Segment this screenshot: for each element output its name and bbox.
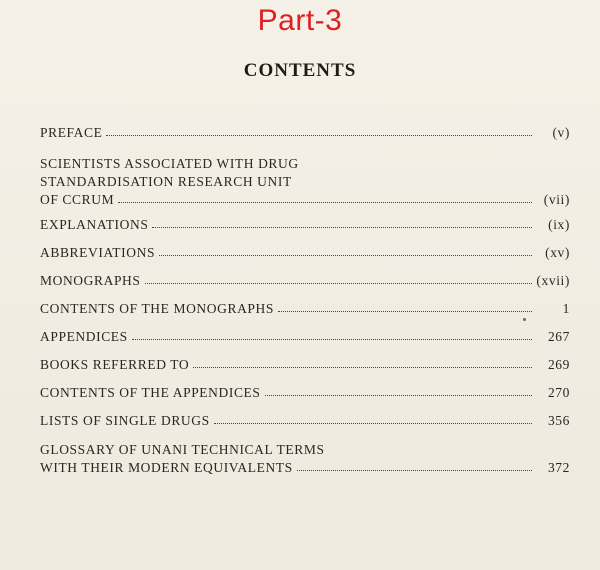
toc-page-number: 1 <box>562 301 570 316</box>
toc-entry-title: LISTS OF SINGLE DRUGS <box>40 413 210 428</box>
toc-page-number: (vii) <box>543 192 570 207</box>
dot-leader <box>118 191 532 203</box>
toc-entry-title-line: OF CCRUM <box>40 192 115 207</box>
dot-leader <box>152 216 532 228</box>
toc-page-number: (v) <box>552 125 570 140</box>
toc-entry-title-line: GLOSSARY OF UNANI TECHNICAL TERMS <box>40 442 325 457</box>
toc-entry-title: EXPLANATIONS <box>40 217 149 232</box>
toc-entry-title: BOOKS REFERRED TO <box>40 357 190 372</box>
dot-leader <box>297 459 532 471</box>
print-speck <box>523 318 526 321</box>
part-label: Part-3 <box>257 4 343 37</box>
toc-entry-books-referred <box>40 356 570 374</box>
dot-leader <box>159 244 532 256</box>
toc-entry-title-line: SCIENTISTS ASSOCIATED WITH DRUG <box>40 156 299 171</box>
toc-page-number: 270 <box>547 385 570 400</box>
toc-entry-title: CONTENTS OF THE MONOGRAPHS <box>40 301 274 316</box>
toc-entry-title: CONTENTS OF THE APPENDICES <box>40 385 261 400</box>
toc-page-number: 269 <box>547 357 570 372</box>
contents-heading: CONTENTS <box>243 60 357 81</box>
toc-entry-title: PREFACE <box>40 125 103 140</box>
toc-page-number: (ix) <box>548 217 570 232</box>
toc-entry-appendices <box>40 328 570 346</box>
toc-entry-abbreviations <box>40 244 570 262</box>
dot-leader <box>106 124 532 136</box>
toc-entry-scientists <box>40 155 570 209</box>
dot-leader <box>265 384 533 396</box>
toc-entry-title: APPENDICES <box>40 329 128 344</box>
toc-page-number: 372 <box>547 460 570 475</box>
toc-entry-title-line: WITH THEIR MODERN EQUIVALENTS <box>40 460 293 475</box>
toc-entry-contents-of-monographs <box>40 300 570 318</box>
toc-entry-single-drugs <box>40 412 570 430</box>
toc-entry-title: ABBREVIATIONS <box>40 245 156 260</box>
toc-entry-explanations <box>40 216 570 234</box>
toc-page-number: (xvii) <box>536 273 570 288</box>
dot-leader <box>278 300 532 312</box>
toc-page-number: 267 <box>547 329 570 344</box>
toc-page-number: 356 <box>547 413 570 428</box>
dot-leader <box>193 356 532 368</box>
toc-entry-contents-of-appendices <box>40 384 570 402</box>
toc-entry-preface <box>40 124 570 142</box>
toc-entry-title: MONOGRAPHS <box>40 273 141 288</box>
dot-leader <box>145 272 532 284</box>
dot-leader <box>132 328 532 340</box>
toc-entry-title-line: STANDARDISATION RESEARCH UNIT <box>40 174 292 189</box>
dot-leader <box>214 412 532 424</box>
toc-page-number: (xv) <box>545 245 570 260</box>
toc-entry-monographs <box>40 272 570 290</box>
toc-entry-glossary <box>40 441 570 477</box>
